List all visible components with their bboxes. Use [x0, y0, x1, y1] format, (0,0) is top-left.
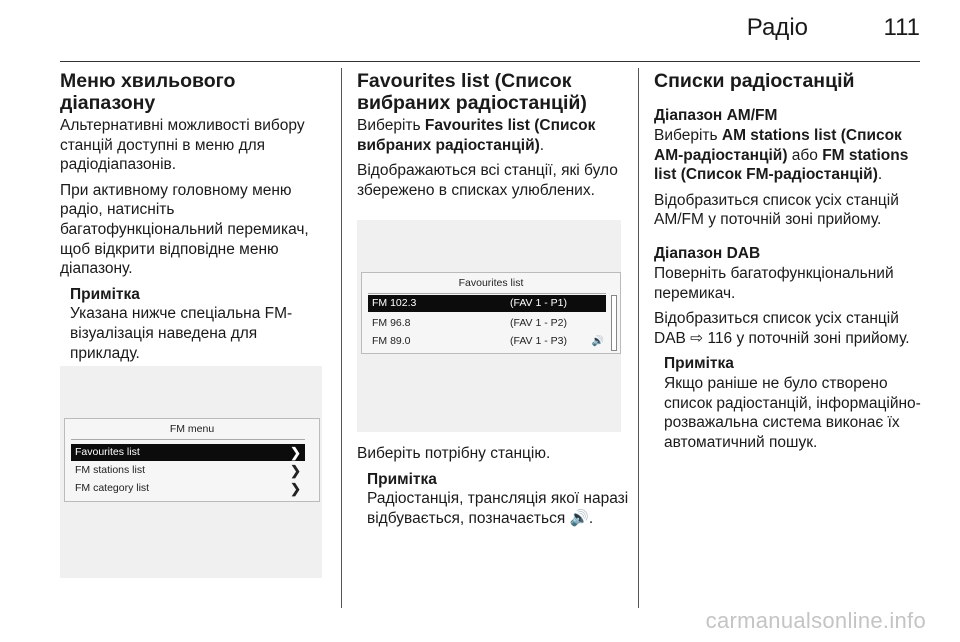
menu-item-label: Favourites list: [75, 446, 140, 458]
note-text: Радіостанція, трансляція якої наразі відбувається, позначається 🔊.: [367, 490, 629, 527]
menu-reference: FM stations list (Список FM-радіостанцій): [654, 146, 909, 184]
menu-item-fm-stations[interactable]: [71, 462, 305, 479]
subheading-dab: Діапазон DAB: [654, 244, 761, 262]
note-text: Указана нижче спеціальна FM-візуалізація наведена для прикладу.: [70, 305, 293, 362]
menu-item-label: FM stations list: [75, 464, 146, 476]
watermark: carmanualsonline.info: [705, 608, 926, 633]
menu-item-fm-category[interactable]: [71, 480, 305, 497]
subheading-am-fm: Діапазон AM/FM: [654, 107, 778, 124]
column-divider: [341, 68, 342, 608]
menu-item-label: FM category list: [75, 482, 150, 494]
menu-item-favourites[interactable]: [71, 444, 305, 461]
note: [357, 470, 629, 529]
favourite-station-row[interactable]: [368, 295, 606, 312]
favourites-list-screenshot: [357, 220, 621, 432]
note-title: Примітка: [664, 355, 734, 373]
paragraph: При активному головному меню радіо, натисніть багатофункціональний перемикач, щоб відкрити відповідне меню діапазону.: [60, 181, 309, 278]
chevron-right-icon: ❯: [290, 445, 301, 460]
section-heading: Меню хвильового діапазону: [60, 70, 236, 114]
column-divider: [638, 68, 639, 608]
chevron-right-icon: ❯: [290, 463, 301, 478]
note-text: Якщо раніше не було створено список радіостанцій, інформаційно-розважальна система виконає їх автоматичний пошук.: [664, 374, 921, 451]
favourite-slot: (FAV 1 - P1): [510, 297, 567, 309]
column-band-menu: [60, 70, 330, 363]
paragraph: Виберіть потрібну станцію.: [357, 445, 551, 462]
favourite-station-row[interactable]: [368, 333, 606, 350]
note-title: Примітка: [70, 285, 140, 303]
paragraph: Відобразиться список усіх станцій DAB ⇨ 116 у поточній зоні прийому.: [654, 310, 910, 347]
note-title: Примітка: [367, 470, 437, 488]
paragraph: Виберіть Favourites list (Список вибраних радіостанцій).: [357, 117, 596, 154]
divider: [71, 439, 305, 440]
station-frequency: FM 102.3: [372, 297, 417, 309]
chevron-right-icon: ❯: [290, 481, 301, 496]
menu-reference: AM stations list (Список АМ-радіостанцій): [654, 127, 902, 164]
favourite-slot: (FAV 1 - P3): [510, 335, 567, 347]
scrollbar[interactable]: [611, 295, 617, 351]
note: [654, 354, 924, 452]
paragraph: Альтернативні можливості вибору станцій доступні в меню для радіодіапазонів.: [60, 117, 305, 174]
page-number: 111: [883, 14, 920, 41]
page-header: [60, 0, 920, 62]
screen-title: FM menu: [169, 423, 215, 435]
favourite-slot: (FAV 1 - P2): [510, 317, 567, 329]
station-frequency: FM 89.0: [372, 335, 411, 347]
menu-reference: Favourites list (Список вибраних радіостанцій): [357, 117, 596, 154]
divider: [368, 293, 606, 294]
favourite-station-row[interactable]: [368, 315, 606, 332]
fm-menu-screen: [64, 418, 320, 502]
fm-menu-screenshot: [60, 366, 322, 578]
page-title: Радіо: [746, 14, 808, 41]
paragraph: Виберіть AM stations list (Список АМ-радіостанцій) або FM stations list (Список FM-радіостанцій).: [654, 127, 909, 184]
speaker-icon: 🔊: [591, 336, 604, 347]
column-favourites: [357, 70, 629, 206]
section-heading: Списки радіостанцій: [654, 70, 855, 92]
note: [60, 285, 330, 363]
section-heading: Favourites list (Список вибраних радіостанцій): [357, 70, 587, 114]
column-station-lists: [654, 70, 924, 452]
paragraph: Відображаються всі станції, які було збережено в списках улюблених.: [357, 162, 618, 199]
paragraph: Відобразиться список усіх станцій AM/FM у поточній зоні прийому.: [654, 191, 899, 229]
screen-title: Favourites list: [458, 277, 524, 289]
favourites-list-screen: [361, 272, 621, 354]
paragraph: Поверніть багатофункціональний перемикач.: [654, 264, 894, 302]
column-favourites-lower: [357, 444, 629, 528]
station-frequency: FM 96.8: [372, 317, 411, 329]
